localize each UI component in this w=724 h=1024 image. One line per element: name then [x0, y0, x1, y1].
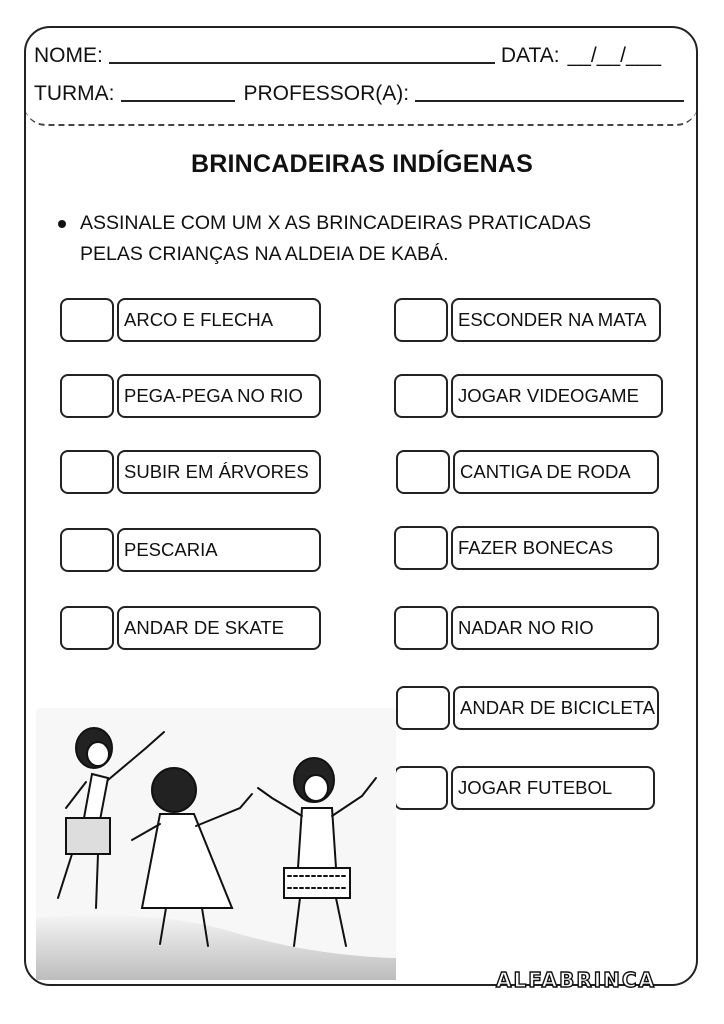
- option-label: JOGAR FUTEBOL: [451, 766, 655, 810]
- nome-field[interactable]: [109, 42, 495, 64]
- nome-label: NOME:: [34, 44, 103, 67]
- data-field[interactable]: __/__/___: [567, 44, 662, 67]
- professor-label: PROFESSOR(A):: [243, 82, 410, 105]
- checkbox[interactable]: [60, 528, 114, 572]
- option-label: NADAR NO RIO: [451, 606, 659, 650]
- checkbox[interactable]: [394, 374, 448, 418]
- checkbox[interactable]: [396, 686, 450, 730]
- turma-label: TURMA:: [34, 82, 115, 105]
- option-item: [60, 450, 321, 494]
- option-item: [394, 766, 655, 810]
- professor-field[interactable]: [415, 80, 684, 102]
- checkbox[interactable]: [394, 298, 448, 342]
- option-item: [394, 526, 659, 570]
- option-item: [60, 528, 321, 572]
- option-label: CANTIGA DE RODA: [453, 450, 659, 494]
- page-title: BRINCADEIRAS INDÍGENAS: [191, 150, 533, 178]
- option-label: FAZER BONECAS: [451, 526, 659, 570]
- checkbox[interactable]: [394, 526, 448, 570]
- option-label: SUBIR EM ÁRVORES: [117, 450, 321, 494]
- option-label: ANDAR DE BICICLETA: [453, 686, 659, 730]
- option-label: JOGAR VIDEOGAME: [451, 374, 663, 418]
- option-item: [60, 374, 321, 418]
- checkbox[interactable]: [394, 606, 448, 650]
- turma-professor-line: [34, 80, 688, 106]
- bullet-icon: [58, 220, 66, 228]
- option-item: [394, 606, 659, 650]
- option-label: ANDAR DE SKATE: [117, 606, 321, 650]
- option-item: [394, 374, 663, 418]
- option-item: [60, 606, 321, 650]
- name-date-line: [34, 42, 688, 68]
- checkbox[interactable]: [396, 450, 450, 494]
- instruction: [80, 208, 591, 270]
- option-item: [394, 298, 661, 342]
- option-label: ARCO E FLECHA: [117, 298, 321, 342]
- option-item: [60, 298, 321, 342]
- instruction-line-1: ASSINALE COM UM X AS BRINCADEIRAS PRATICADAS: [80, 212, 592, 234]
- checkbox[interactable]: [394, 766, 448, 810]
- option-label: PESCARIA: [117, 528, 321, 572]
- children-playing-illustration: [36, 708, 396, 980]
- header-area: [24, 26, 698, 126]
- option-label: ESCONDER NA MATA: [451, 298, 661, 342]
- brand-logo: ALFABRINCA: [496, 968, 657, 992]
- option-item: [396, 450, 659, 494]
- option-label: PEGA-PEGA NO RIO: [117, 374, 321, 418]
- turma-field[interactable]: [121, 80, 236, 102]
- checkbox[interactable]: [60, 374, 114, 418]
- instruction-line-2: PELAS CRIANÇAS NA ALDEIA DE KABÁ.: [80, 243, 449, 265]
- checkbox[interactable]: [60, 450, 114, 494]
- checkbox[interactable]: [60, 606, 114, 650]
- checkbox[interactable]: [60, 298, 114, 342]
- data-label: DATA:: [500, 44, 560, 67]
- option-item: [396, 686, 659, 730]
